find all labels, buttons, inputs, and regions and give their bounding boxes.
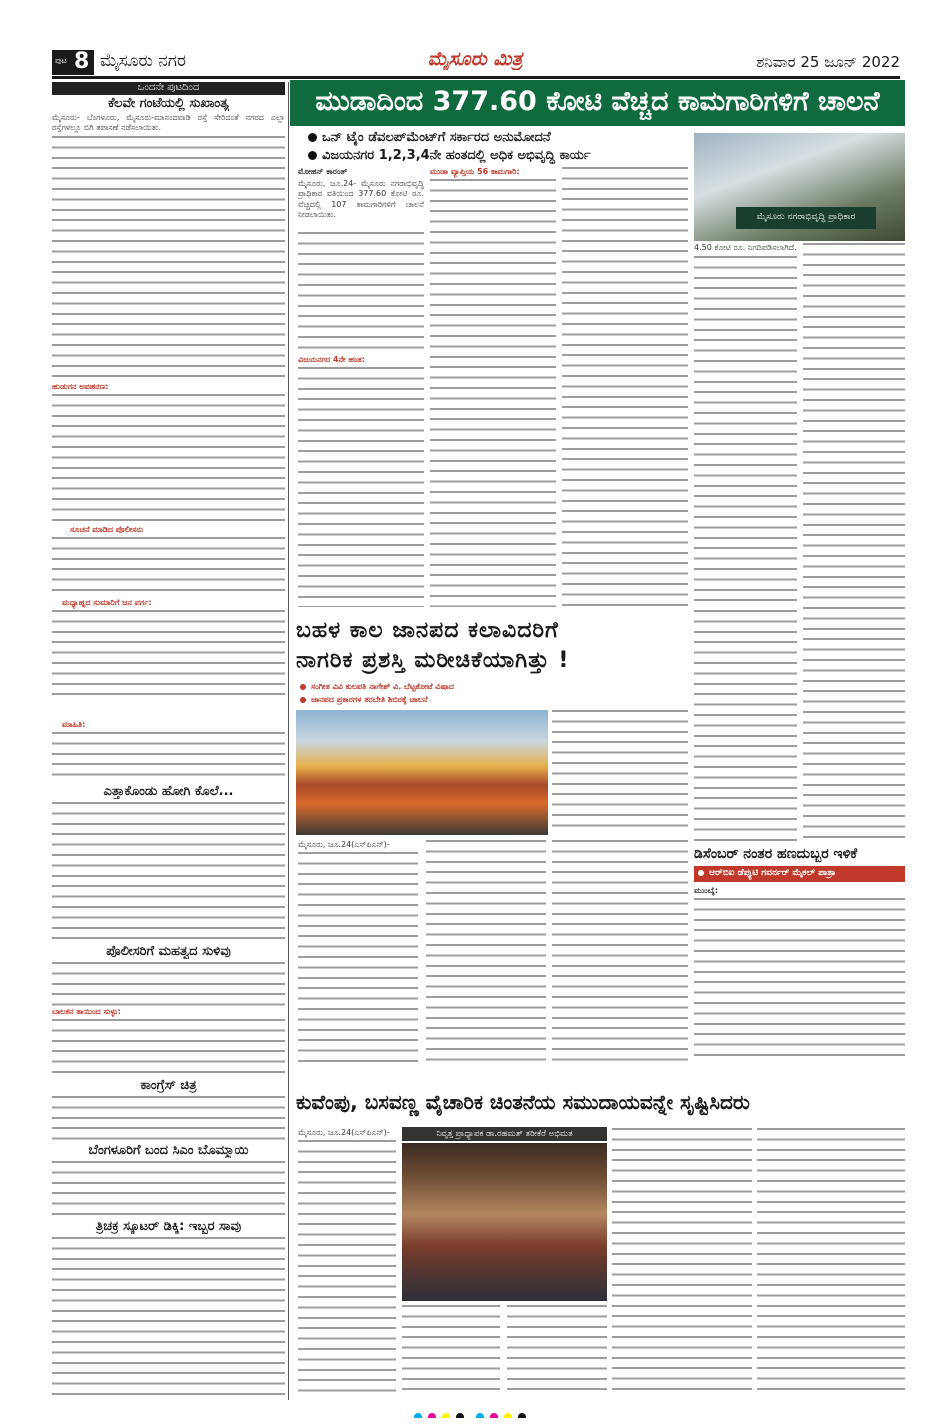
story1-body-5 [52,732,285,780]
folk-dateline: ಮೈಸೂರು, ಜೂ.24(ಎಸ್‌ಪಿಎನ್)- [298,840,390,849]
rbi-headline: ಡಿಸೆಂಬರ್ ನಂತರ ಹಣದುಬ್ಬರ ಇಳಿಕೆ [694,846,858,862]
issue-date: ಶನಿವಾರ 25 ಜೂನ್ 2022 [756,53,900,71]
bullet-icon [308,133,317,142]
story5-title: ಬೆಂಗಳೂರಿಗೆ ಬಂದ ಸಿಎಂ ಬೊಮ್ಮಾಯಿ [88,1143,249,1158]
lead-text: ಮೈಸೂರು, ಜೂ.24- ಮೈಸೂರು ನಗರಾಭಿವೃದ್ಧಿ ಪ್ರಾಧಿಕಾರ ವತಿಯಿಂದ 377.60 ಕೋಟಿ ರೂ. ವೆಚ್ಚದಲ್ಲಿ 107 ಕಾಮಗಾರಿಗಳಿಗೆ ಚಾಲನೆ ನೀಡಲಾಯಿತು. [298,179,424,220]
kuvempu-col3-body [507,1305,607,1395]
lead-byline: ಮೋಹನ್ ಕಾರಂತ್ [298,167,348,176]
lead-col4-body-2 [694,610,797,841]
lead-col1-body [298,232,424,352]
kuvempu-col4-body [612,1128,752,1395]
story2-body [52,802,285,942]
print-registration-marks [280,1406,660,1418]
story1-body-4 [52,610,285,700]
folk-deck-1-text: ಸಂಗೀತ ವಿವಿ ಕುಲಪತಿ ನಾಗೇಶ್ ವಿ. ಬೆಟ್ಟಕೋಟೆ ವಿಷಾದ [311,682,454,691]
story1-body [52,136,285,381]
story1-body-2 [52,394,285,524]
folk-col1-body [298,852,418,1064]
lead-subhead-1: ಮುಡಾ ವ್ಯಾಪ್ತಿಯ 56 ಕಾಮಗಾರಿ: [430,167,520,176]
page-number: 8 [74,50,90,74]
story4-body [52,1096,285,1140]
page-label: ಪುಟ [55,56,67,65]
lead-col3-body [562,167,688,607]
story1-kicker-2: ಸೂಚನೆ ಮಾಡಿದ ಪೊಲೀಸರು [70,525,144,534]
story6-body [52,1237,285,1399]
bullet-icon [698,870,704,876]
folk-col3-top-body [552,710,688,835]
story3-body [52,962,285,1006]
folk-headline-line1: ಬಹಳ ಕಾಲ ಜಾನಪದ ಕಲಾವಿದರಿಗೆ [296,618,559,643]
rbi-deck-text: ಆರ್‌ಬಿಐ ಡೆಪ್ಯುಟಿ ಗವರ್ನರ್ ಮೈಕಲ್ ಪಾತ್ರಾ [709,868,836,878]
folk-festival-photo [296,710,548,835]
bullet-icon [300,684,306,690]
rbi-dateline: ಮುಂಬೈ: [694,886,719,895]
kuvempu-photo-caption: ನಿವೃತ್ತ ಪ್ರಾಧ್ಯಾಪಕ ಡಾ.ರಹಮತ್ ತರೀಕೆರೆ ಅಭಿಮತ [402,1127,607,1141]
header-rule [52,76,900,79]
rbi-deck [694,866,905,882]
section-title: ಮೈಸೂರು ನಗರ [100,51,186,71]
bullet-icon [300,697,306,703]
lead-deck-2-text: ವಿಜಯನಗರ 1,2,3,4ನೇ ಹಂತದಲ್ಲಿ ಅಧಿಕ ಅಭಿವೃದ್ಧಿ ಕಾರ್ಯ [322,148,591,163]
page-number-box [52,50,94,75]
kuvempu-headline: ಕುವೆಂಪು, ಬಸವಣ್ಣ ವೈಚಾರಿಕ ಚಿಂತನೆಯ ಸಮುದಾಯವನ್ನೇ ಸೃಷ್ಟಿಸಿದರು [296,1090,750,1114]
lead-headline: ಮುಡಾದಿಂದ 377.60 ಕೋಟಿ ವೆಚ್ಚದ ಕಾಮಗಾರಿಗಳಿಗೆ ಚಾಲನೆ [290,80,905,126]
story5-body [52,1161,285,1217]
kuvempu-dateline: ಮೈಸೂರು, ಜೂ.24(ಎಸ್‌ಪಿಎನ್)- [298,1128,390,1137]
story1-lead: ಮೈಸೂರು- ಬೆಂಗಳೂರು, ಮೈಸೂರು-ಮಾನಂದವಾಡಿ ರಸ್ತೆ ಸೇರಿದಂತೆ ನಗರದ ಎಲ್ಲಾ ರಸ್ತೆಗಳಲ್ಲೂ ಬಿಗಿ ತಪಾಸಣೆ ನಡೆಸಲಾಯಿತು. [52,113,285,133]
lead-deck-2 [308,148,658,164]
story1-title: ಕೆಲವೇ ಗಂಟೆಯಲ್ಲಿ ಸುಖಾಂತ್ಯ [108,96,229,111]
lead-deck-1 [308,130,658,146]
story1-kicker-4: ಮಾಹಿತಿ: [62,720,86,729]
kuvempu-col2-body [402,1305,500,1395]
kuvempu-col1-body [298,1140,396,1394]
story1-kicker-1: ಹುಡುಗನ ಅಪಹರಣ: [52,382,109,391]
photo-caption: 4.50 ಕೋಟಿ ರೂ. ನಿಗದಿಪಡಿಸಲಾಗಿದೆ. [694,243,797,252]
folk-col2-body [426,840,546,1064]
story3-title: ಪೊಲೀಸರಿಗೆ ಮಹತ್ವದ ಸುಳಿವು [106,944,231,959]
kuvempu-col5-body [757,1128,905,1395]
folk-headline [296,616,688,678]
lead-col1-body-2 [298,367,424,607]
lead-col2-body [430,179,556,607]
masthead-logo: ಮೈಸೂರು ಮಿತ್ರ [427,48,523,70]
story2-title: ಎತ್ತಾಕೊಂಡು ಹೋಗಿ ಕೊಲೆ... [103,784,234,799]
story1-body-3 [52,537,285,597]
story3-kicker: ಬಾಲಕನ ತಾಯಿಂದ ಸುಳ್ಳು: [52,1007,121,1016]
story3-body-2 [52,1019,285,1074]
folk-deck-2-text: ಜಾನಪದ ಪ್ರಕಾರಗಳ ತರಬೇತಿ ಶಿಬಿರಕ್ಕೆ ಚಾಲನೆ [311,695,428,704]
folk-headline-line2: ನಾಗರಿಕ ಪ್ರಶಸ್ತಿ ಮರೀಚಿಕೆಯಾಗಿತ್ತು ! [296,648,570,673]
folk-deck-1 [300,682,680,694]
kuvempu-lecture-photo [402,1143,607,1301]
rbi-body [694,898,905,1064]
lead-subhead-2: ವಿಜಯನಗರ 4ನೇ ಹಂತ: [298,355,365,364]
column-divider [288,82,289,1400]
folk-col3-body [552,840,688,1064]
muda-building-photo [694,133,905,241]
bullet-icon [308,151,317,160]
lead-deck-1-text: ಒನ್ ಟೈಂ ಡೆವಲಪ್‌ಮೆಂಟ್‌ಗೆ ಸರ್ಕಾರದ ಅನುಮೋದನೆ [322,130,551,145]
story4-title: ಕಾಂಗ್ರೆಸ್ ಚಿತ್ರ [140,1078,197,1093]
continued-strip: ಒಂದನೇ ಪುಟದಿಂದ [52,82,285,95]
story1-kicker-3: ಮಧ್ಯಾಹ್ನದ ಸುಮಾರಿಗೆ ಜನ ವರ್ಗ: [62,598,152,607]
folk-deck-2 [300,695,680,707]
photo-signboard: ಮೈಸೂರು ನಗರಾಭಿವೃದ್ಧಿ ಪ್ರಾಧಿಕಾರ [736,207,876,229]
lead-col4-body [694,256,797,606]
story6-title: ತ್ರಿಚಕ್ರ ಸ್ಕೂಟರ್ ಡಿಕ್ಕಿ: ಇಬ್ಬರ ಸಾವು [95,1219,242,1234]
lead-col5-body [803,243,905,841]
